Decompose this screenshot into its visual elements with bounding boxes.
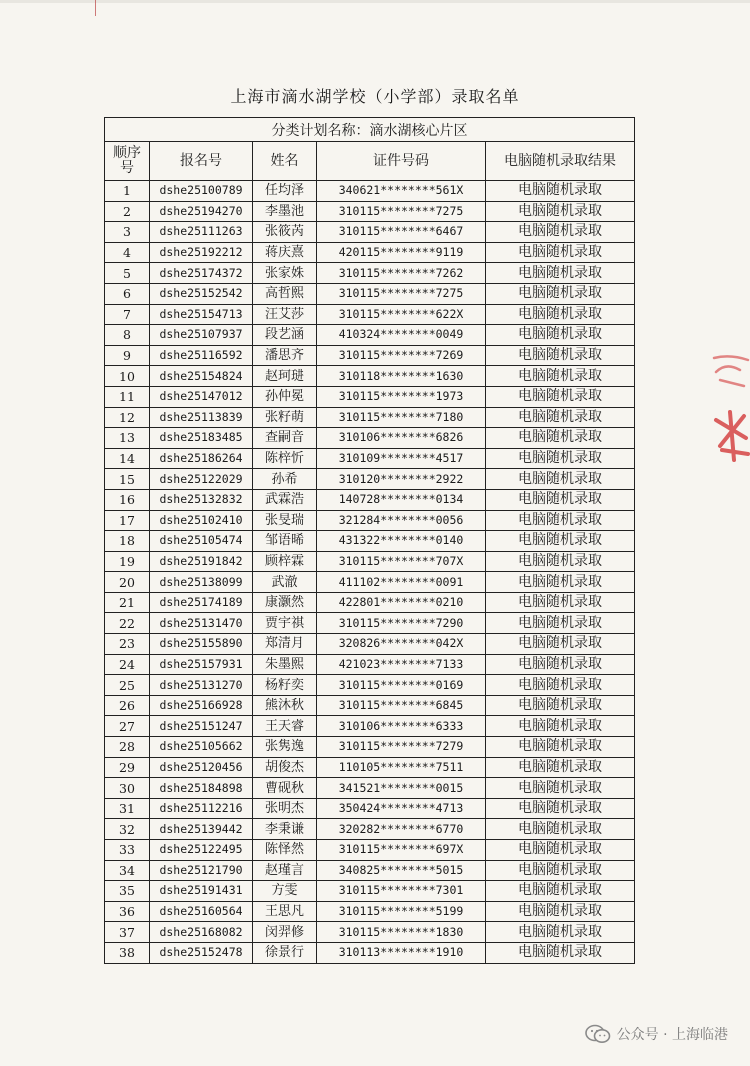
cell-id-no: 341521********0015 bbox=[317, 778, 486, 799]
cell-reg-no: dshe25154824 bbox=[150, 366, 253, 387]
cell-result: 电脑随机录取 bbox=[486, 181, 635, 202]
cell-id-no: 422801********0210 bbox=[317, 592, 486, 613]
table-row bbox=[105, 840, 635, 861]
table-row bbox=[105, 716, 635, 737]
cell-seq: 28 bbox=[105, 737, 150, 758]
cell-reg-no: dshe25132832 bbox=[150, 489, 253, 510]
cell-reg-no: dshe25166928 bbox=[150, 695, 253, 716]
watermark-footer bbox=[585, 1024, 728, 1044]
cell-result: 电脑随机录取 bbox=[486, 510, 635, 531]
cell-result: 电脑随机录取 bbox=[486, 757, 635, 778]
cell-name: 王思凡 bbox=[253, 901, 317, 922]
cell-result: 电脑随机录取 bbox=[486, 613, 635, 634]
cell-reg-no: dshe25102410 bbox=[150, 510, 253, 531]
cell-seq: 10 bbox=[105, 366, 150, 387]
header-row bbox=[105, 142, 635, 181]
table-row bbox=[105, 922, 635, 943]
cell-seq: 32 bbox=[105, 819, 150, 840]
cell-id-no: 310115********7279 bbox=[317, 737, 486, 758]
cell-reg-no: dshe25120456 bbox=[150, 757, 253, 778]
cell-result: 电脑随机录取 bbox=[486, 819, 635, 840]
cell-seq: 35 bbox=[105, 881, 150, 902]
cell-result: 电脑随机录取 bbox=[486, 737, 635, 758]
cell-reg-no: dshe25168082 bbox=[150, 922, 253, 943]
cell-result: 电脑随机录取 bbox=[486, 345, 635, 366]
header-name: 姓名 bbox=[253, 142, 317, 181]
cell-seq: 33 bbox=[105, 840, 150, 861]
cell-seq: 17 bbox=[105, 510, 150, 531]
cell-seq: 34 bbox=[105, 860, 150, 881]
cell-seq: 22 bbox=[105, 613, 150, 634]
cell-result: 电脑随机录取 bbox=[486, 654, 635, 675]
cell-name: 李墨池 bbox=[253, 201, 317, 222]
cell-reg-no: dshe25155890 bbox=[150, 634, 253, 655]
cell-reg-no: dshe25121790 bbox=[150, 860, 253, 881]
cell-name: 武霖浩 bbox=[253, 489, 317, 510]
cell-id-no: 310106********6826 bbox=[317, 428, 486, 449]
table-row bbox=[105, 489, 635, 510]
cell-result: 电脑随机录取 bbox=[486, 840, 635, 861]
table-row bbox=[105, 181, 635, 202]
cell-reg-no: dshe25184898 bbox=[150, 778, 253, 799]
table-row bbox=[105, 757, 635, 778]
cell-name: 王天睿 bbox=[253, 716, 317, 737]
cell-result: 电脑随机录取 bbox=[486, 407, 635, 428]
cell-reg-no: dshe25147012 bbox=[150, 386, 253, 407]
table-row bbox=[105, 819, 635, 840]
cell-seq: 7 bbox=[105, 304, 150, 325]
cell-seq: 31 bbox=[105, 798, 150, 819]
table-row bbox=[105, 201, 635, 222]
cell-seq: 5 bbox=[105, 263, 150, 284]
cell-id-no: 310115********6467 bbox=[317, 222, 486, 243]
cell-reg-no: dshe25122495 bbox=[150, 840, 253, 861]
table-row bbox=[105, 407, 635, 428]
cell-reg-no: dshe25122029 bbox=[150, 469, 253, 490]
table-row bbox=[105, 510, 635, 531]
table-row bbox=[105, 592, 635, 613]
table-row bbox=[105, 304, 635, 325]
cell-name: 高哲熙 bbox=[253, 283, 317, 304]
table-row bbox=[105, 428, 635, 449]
cell-result: 电脑随机录取 bbox=[486, 716, 635, 737]
cell-result: 电脑随机录取 bbox=[486, 325, 635, 346]
table-row bbox=[105, 737, 635, 758]
cell-result: 电脑随机录取 bbox=[486, 798, 635, 819]
cell-reg-no: dshe25152542 bbox=[150, 283, 253, 304]
cell-reg-no: dshe25157931 bbox=[150, 654, 253, 675]
cell-id-no: 320282********6770 bbox=[317, 819, 486, 840]
cell-seq: 37 bbox=[105, 922, 150, 943]
cell-id-no: 310115********7275 bbox=[317, 201, 486, 222]
cell-id-no: 110105********7511 bbox=[317, 757, 486, 778]
cell-result: 电脑随机录取 bbox=[486, 386, 635, 407]
cell-reg-no: dshe25183485 bbox=[150, 428, 253, 449]
cell-name: 张筱芮 bbox=[253, 222, 317, 243]
cell-id-no: 310115********5199 bbox=[317, 901, 486, 922]
cell-name: 汪艾莎 bbox=[253, 304, 317, 325]
cell-result: 电脑随机录取 bbox=[486, 366, 635, 387]
cell-name: 熊沐秋 bbox=[253, 695, 317, 716]
cell-name: 张旻瑞 bbox=[253, 510, 317, 531]
cell-name: 曹砚秋 bbox=[253, 778, 317, 799]
cell-seq: 15 bbox=[105, 469, 150, 490]
cell-reg-no: dshe25112216 bbox=[150, 798, 253, 819]
cell-name: 胡俊杰 bbox=[253, 757, 317, 778]
plan-name-row bbox=[105, 118, 635, 142]
cell-reg-no: dshe25131270 bbox=[150, 675, 253, 696]
cell-reg-no: dshe25139442 bbox=[150, 819, 253, 840]
cell-id-no: 310115********1830 bbox=[317, 922, 486, 943]
cell-seq: 25 bbox=[105, 675, 150, 696]
cell-result: 电脑随机录取 bbox=[486, 222, 635, 243]
cell-name: 李秉谦 bbox=[253, 819, 317, 840]
header-id-no: 证件号码 bbox=[317, 142, 486, 181]
cell-seq: 21 bbox=[105, 592, 150, 613]
cell-result: 电脑随机录取 bbox=[486, 675, 635, 696]
cell-id-no: 310113********1910 bbox=[317, 942, 486, 963]
cell-result: 电脑随机录取 bbox=[486, 448, 635, 469]
cell-seq: 26 bbox=[105, 695, 150, 716]
table-row bbox=[105, 345, 635, 366]
cell-id-no: 310109********4517 bbox=[317, 448, 486, 469]
cell-id-no: 340825********5015 bbox=[317, 860, 486, 881]
cell-seq: 18 bbox=[105, 531, 150, 552]
cell-result: 电脑随机录取 bbox=[486, 634, 635, 655]
cell-seq: 23 bbox=[105, 634, 150, 655]
cell-result: 电脑随机录取 bbox=[486, 304, 635, 325]
cell-name: 杨籽奕 bbox=[253, 675, 317, 696]
cell-id-no: 420115********9119 bbox=[317, 242, 486, 263]
cell-reg-no: dshe25174372 bbox=[150, 263, 253, 284]
table-row bbox=[105, 572, 635, 593]
cell-reg-no: dshe25191842 bbox=[150, 551, 253, 572]
table-row bbox=[105, 469, 635, 490]
cell-reg-no: dshe25174189 bbox=[150, 592, 253, 613]
table-row bbox=[105, 942, 635, 963]
admission-table bbox=[104, 117, 635, 964]
cell-reg-no: dshe25100789 bbox=[150, 181, 253, 202]
cell-name: 张明杰 bbox=[253, 798, 317, 819]
cell-seq: 29 bbox=[105, 757, 150, 778]
cell-name: 贾宇祺 bbox=[253, 613, 317, 634]
cell-result: 电脑随机录取 bbox=[486, 572, 635, 593]
header-result: 电脑随机录取结果 bbox=[486, 142, 635, 181]
cell-reg-no: dshe25154713 bbox=[150, 304, 253, 325]
cell-result: 电脑随机录取 bbox=[486, 201, 635, 222]
cell-result: 电脑随机录取 bbox=[486, 592, 635, 613]
cell-name: 张家姝 bbox=[253, 263, 317, 284]
cell-reg-no: dshe25194270 bbox=[150, 201, 253, 222]
wechat-icon bbox=[585, 1024, 611, 1044]
cell-seq: 4 bbox=[105, 242, 150, 263]
cell-id-no: 431322********0140 bbox=[317, 531, 486, 552]
cell-name: 查嗣音 bbox=[253, 428, 317, 449]
cell-seq: 14 bbox=[105, 448, 150, 469]
cell-result: 电脑随机录取 bbox=[486, 942, 635, 963]
cell-reg-no: dshe25138099 bbox=[150, 572, 253, 593]
cell-seq: 19 bbox=[105, 551, 150, 572]
cell-id-no: 340621********561X bbox=[317, 181, 486, 202]
cell-id-no: 310106********6333 bbox=[317, 716, 486, 737]
cell-reg-no: dshe25151247 bbox=[150, 716, 253, 737]
cell-id-no: 310115********7301 bbox=[317, 881, 486, 902]
cell-seq: 27 bbox=[105, 716, 150, 737]
cell-result: 电脑随机录取 bbox=[486, 283, 635, 304]
cell-id-no: 310115********7290 bbox=[317, 613, 486, 634]
table-row bbox=[105, 634, 635, 655]
table-row bbox=[105, 798, 635, 819]
cell-seq: 12 bbox=[105, 407, 150, 428]
cell-reg-no: dshe25191431 bbox=[150, 881, 253, 902]
cell-id-no: 310115********1973 bbox=[317, 386, 486, 407]
table-row bbox=[105, 881, 635, 902]
header-reg-no: 报名号 bbox=[150, 142, 253, 181]
cell-reg-no: dshe25131470 bbox=[150, 613, 253, 634]
cell-seq: 8 bbox=[105, 325, 150, 346]
table-row bbox=[105, 448, 635, 469]
cell-name: 康灏然 bbox=[253, 592, 317, 613]
cell-name: 潘思齐 bbox=[253, 345, 317, 366]
cell-seq: 9 bbox=[105, 345, 150, 366]
cell-id-no: 310115********0169 bbox=[317, 675, 486, 696]
cell-result: 电脑随机录取 bbox=[486, 881, 635, 902]
cell-result: 电脑随机录取 bbox=[486, 922, 635, 943]
table-row bbox=[105, 283, 635, 304]
cell-name: 张隽逸 bbox=[253, 737, 317, 758]
cell-id-no: 310120********2922 bbox=[317, 469, 486, 490]
stamp-icon bbox=[710, 350, 750, 480]
cell-result: 电脑随机录取 bbox=[486, 489, 635, 510]
cell-name: 孙希 bbox=[253, 469, 317, 490]
cell-result: 电脑随机录取 bbox=[486, 695, 635, 716]
cell-seq: 3 bbox=[105, 222, 150, 243]
cell-result: 电脑随机录取 bbox=[486, 428, 635, 449]
cell-seq: 1 bbox=[105, 181, 150, 202]
cell-id-no: 140728********0134 bbox=[317, 489, 486, 510]
cell-name: 蒋庆熹 bbox=[253, 242, 317, 263]
cell-id-no: 411102********0091 bbox=[317, 572, 486, 593]
cell-id-no: 310115********7275 bbox=[317, 283, 486, 304]
cell-id-no: 350424********4713 bbox=[317, 798, 486, 819]
cell-id-no: 310115********697X bbox=[317, 840, 486, 861]
cell-seq: 6 bbox=[105, 283, 150, 304]
cell-name: 武澈 bbox=[253, 572, 317, 593]
cell-reg-no: dshe25111263 bbox=[150, 222, 253, 243]
table-row bbox=[105, 366, 635, 387]
cell-seq: 16 bbox=[105, 489, 150, 510]
cell-id-no: 310115********7180 bbox=[317, 407, 486, 428]
table-row bbox=[105, 654, 635, 675]
cell-seq: 36 bbox=[105, 901, 150, 922]
cell-name: 赵瑾言 bbox=[253, 860, 317, 881]
cell-name: 段艺涵 bbox=[253, 325, 317, 346]
cell-seq: 38 bbox=[105, 942, 150, 963]
table-row bbox=[105, 531, 635, 552]
cell-result: 电脑随机录取 bbox=[486, 778, 635, 799]
cell-id-no: 421023********7133 bbox=[317, 654, 486, 675]
cell-id-no: 310115********7269 bbox=[317, 345, 486, 366]
cell-seq: 30 bbox=[105, 778, 150, 799]
cell-id-no: 310115********6845 bbox=[317, 695, 486, 716]
watermark-text: 公众号 · 上海临港 bbox=[616, 1027, 728, 1043]
table-row bbox=[105, 860, 635, 881]
table-row bbox=[105, 222, 635, 243]
cell-reg-no: dshe25192212 bbox=[150, 242, 253, 263]
cell-name: 朱墨熙 bbox=[253, 654, 317, 675]
cell-name: 陈怿然 bbox=[253, 840, 317, 861]
cell-name: 郑清月 bbox=[253, 634, 317, 655]
cell-id-no: 320826********042X bbox=[317, 634, 486, 655]
cell-name: 方雯 bbox=[253, 881, 317, 902]
cell-seq: 2 bbox=[105, 201, 150, 222]
cell-seq: 11 bbox=[105, 386, 150, 407]
page-top-edge bbox=[0, 0, 750, 3]
cell-reg-no: dshe25186264 bbox=[150, 448, 253, 469]
cell-reg-no: dshe25116592 bbox=[150, 345, 253, 366]
cell-id-no: 310115********707X bbox=[317, 551, 486, 572]
cell-reg-no: dshe25113839 bbox=[150, 407, 253, 428]
cell-seq: 13 bbox=[105, 428, 150, 449]
edge-mark bbox=[95, 0, 96, 16]
cell-reg-no: dshe25107937 bbox=[150, 325, 253, 346]
cell-result: 电脑随机录取 bbox=[486, 901, 635, 922]
cell-result: 电脑随机录取 bbox=[486, 263, 635, 284]
cell-reg-no: dshe25105474 bbox=[150, 531, 253, 552]
cell-reg-no: dshe25105662 bbox=[150, 737, 253, 758]
table-row bbox=[105, 386, 635, 407]
cell-id-no: 410324********0049 bbox=[317, 325, 486, 346]
cell-name: 陈梓忻 bbox=[253, 448, 317, 469]
table-row bbox=[105, 613, 635, 634]
cell-result: 电脑随机录取 bbox=[486, 860, 635, 881]
cell-name: 赵珂琎 bbox=[253, 366, 317, 387]
cell-name: 任均泽 bbox=[253, 181, 317, 202]
header-seq: 顺序 号 bbox=[105, 142, 150, 181]
red-stamp-fragment bbox=[710, 350, 750, 480]
cell-result: 电脑随机录取 bbox=[486, 531, 635, 552]
table-row bbox=[105, 901, 635, 922]
cell-id-no: 310115********7262 bbox=[317, 263, 486, 284]
cell-result: 电脑随机录取 bbox=[486, 469, 635, 490]
table-row bbox=[105, 325, 635, 346]
cell-id-no: 310118********1630 bbox=[317, 366, 486, 387]
cell-reg-no: dshe25152478 bbox=[150, 942, 253, 963]
plan-name: 分类计划名称：滴水湖核心片区 bbox=[105, 118, 635, 142]
cell-name: 徐景行 bbox=[253, 942, 317, 963]
document-title: 上海市滴水湖学校（小学部）录取名单 bbox=[230, 87, 520, 106]
cell-name: 顾梓霖 bbox=[253, 551, 317, 572]
table-row bbox=[105, 551, 635, 572]
cell-seq: 24 bbox=[105, 654, 150, 675]
cell-result: 电脑随机录取 bbox=[486, 551, 635, 572]
cell-name: 闵羿修 bbox=[253, 922, 317, 943]
table-row bbox=[105, 242, 635, 263]
cell-result: 电脑随机录取 bbox=[486, 242, 635, 263]
table-row bbox=[105, 778, 635, 799]
cell-name: 邹语晞 bbox=[253, 531, 317, 552]
table-row bbox=[105, 263, 635, 284]
cell-name: 张籽萌 bbox=[253, 407, 317, 428]
cell-id-no: 321284********0056 bbox=[317, 510, 486, 531]
cell-reg-no: dshe25160564 bbox=[150, 901, 253, 922]
table-row bbox=[105, 675, 635, 696]
cell-seq: 20 bbox=[105, 572, 150, 593]
cell-name: 孙仲冕 bbox=[253, 386, 317, 407]
table-row bbox=[105, 695, 635, 716]
cell-id-no: 310115********622X bbox=[317, 304, 486, 325]
